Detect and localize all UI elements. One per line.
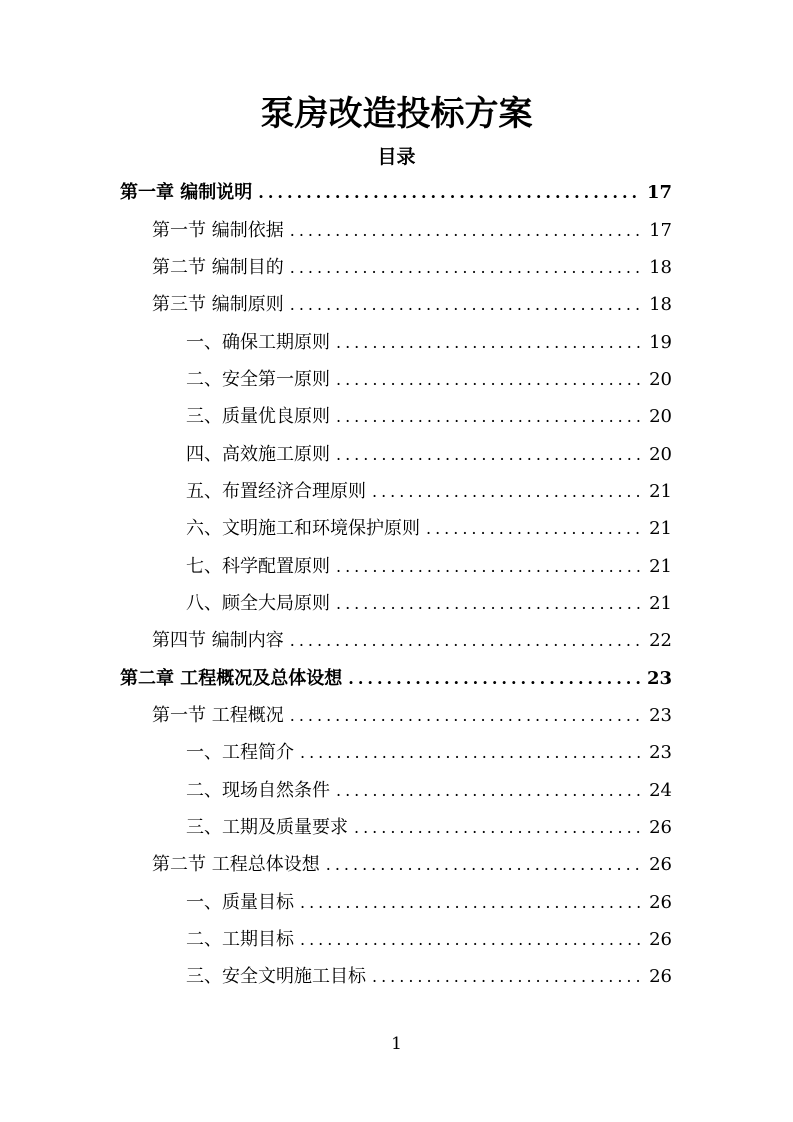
dot-leader (336, 328, 643, 358)
toc-entry-item[interactable] (186, 552, 672, 582)
toc-entry-page: 20 (649, 369, 672, 390)
toc-entry-item[interactable] (186, 328, 672, 358)
toc-entry-item[interactable] (186, 962, 672, 992)
dot-leader (290, 626, 643, 656)
toc-entry-page: 21 (649, 481, 672, 502)
toc-entry-label: 四、高效施工原则 (186, 444, 330, 465)
toc-entry-label: 第三节 编制原则 (152, 294, 284, 315)
toc-entry-page: 18 (649, 257, 672, 278)
toc-entry-item[interactable] (186, 738, 672, 768)
toc-entry-section[interactable] (152, 253, 672, 283)
toc-entry-label: 三、质量优良原则 (186, 406, 330, 427)
toc-entry-label: 三、安全文明施工目标 (186, 966, 366, 987)
toc-entry-page: 17 (646, 182, 672, 203)
toc-entry-page: 26 (649, 817, 672, 838)
dot-leader (290, 253, 643, 283)
toc-entry-item[interactable] (186, 514, 672, 544)
toc-entry-page: 23 (646, 668, 672, 689)
toc-entry-label: 五、布置经济合理原则 (186, 481, 366, 502)
dot-leader (372, 477, 643, 507)
toc-entry-label: 一、确保工期原则 (186, 332, 330, 353)
toc-entry-label: 第二节 工程总体设想 (152, 854, 320, 875)
toc-entry-page: 20 (649, 406, 672, 427)
toc-entry-item[interactable] (186, 925, 672, 955)
toc-entry-label: 第一章 编制说明 (120, 182, 253, 203)
toc-entry-item[interactable] (186, 440, 672, 470)
toc-entry-page: 17 (649, 220, 672, 241)
toc-entry-item[interactable] (186, 888, 672, 918)
toc-entry-section[interactable] (152, 290, 672, 320)
toc-entry-page: 26 (649, 892, 672, 913)
toc-entry-page: 23 (649, 742, 672, 763)
toc-entry-page: 21 (649, 518, 672, 539)
toc-entry-page: 19 (649, 332, 672, 353)
toc-entry-page: 26 (649, 854, 672, 875)
toc-entry-page: 23 (649, 705, 672, 726)
toc-entry-label: 二、现场自然条件 (186, 780, 330, 801)
dot-leader (300, 738, 643, 768)
dot-leader (336, 365, 643, 395)
toc-entry-chapter-1[interactable] (120, 178, 672, 208)
toc-entry-label: 第一节 工程概况 (152, 705, 284, 726)
dot-leader (290, 701, 643, 731)
dot-leader (336, 552, 643, 582)
toc-entry-item[interactable] (186, 589, 672, 619)
toc-entry-label: 三、工期及质量要求 (186, 817, 348, 838)
dot-leader (300, 925, 643, 955)
dot-leader (336, 402, 643, 432)
dot-leader (336, 589, 643, 619)
toc-entry-label: 第二章 工程概况及总体设想 (120, 668, 343, 689)
toc-entry-item[interactable] (186, 813, 672, 843)
document-title: 泵房改造投标方案 (260, 94, 533, 134)
toc-entry-item[interactable] (186, 776, 672, 806)
toc-entry-page: 22 (649, 630, 672, 651)
toc-entry-label: 第四节 编制内容 (152, 630, 284, 651)
toc-entry-label: 一、质量目标 (186, 892, 294, 913)
toc-entry-label: 二、工期目标 (186, 929, 294, 950)
toc-heading: 目录 (377, 146, 416, 168)
dot-leader (290, 216, 643, 246)
toc-entry-page: 21 (649, 593, 672, 614)
toc-entry-page: 21 (649, 556, 672, 577)
toc-entry-label: 二、安全第一原则 (186, 369, 330, 390)
dot-leader (336, 776, 643, 806)
toc-entry-label: 第一节 编制依据 (152, 220, 284, 241)
page-number: 1 (391, 1034, 402, 1054)
dot-leader (372, 962, 643, 992)
dot-leader (336, 440, 643, 470)
toc-entry-section[interactable] (152, 850, 672, 880)
dot-leader (326, 850, 643, 880)
toc-entry-label: 八、顾全大局原则 (186, 593, 330, 614)
toc-entry-item[interactable] (186, 477, 672, 507)
dot-leader (426, 514, 643, 544)
toc-entry-page: 18 (649, 294, 672, 315)
toc-entry-label: 六、文明施工和环境保护原则 (186, 518, 420, 539)
dot-leader (290, 290, 643, 320)
toc-entry-page: 20 (649, 444, 672, 465)
toc-entry-label: 一、工程简介 (186, 742, 294, 763)
dot-leader (258, 178, 641, 208)
toc-entry-item[interactable] (186, 365, 672, 395)
dot-leader (354, 813, 643, 843)
dot-leader (348, 664, 641, 694)
toc-entry-section[interactable] (152, 626, 672, 656)
toc-entry-chapter-2[interactable] (120, 664, 672, 694)
toc-entry-page: 24 (649, 780, 672, 801)
dot-leader (300, 888, 643, 918)
toc-entry-section[interactable] (152, 701, 672, 731)
toc-entry-label: 七、科学配置原则 (186, 556, 330, 577)
toc-entry-page: 26 (649, 966, 672, 987)
toc-entry-page: 26 (649, 929, 672, 950)
toc-entry-label: 第二节 编制目的 (152, 257, 284, 278)
toc-entry-item[interactable] (186, 402, 672, 432)
toc-entry-section[interactable] (152, 216, 672, 246)
